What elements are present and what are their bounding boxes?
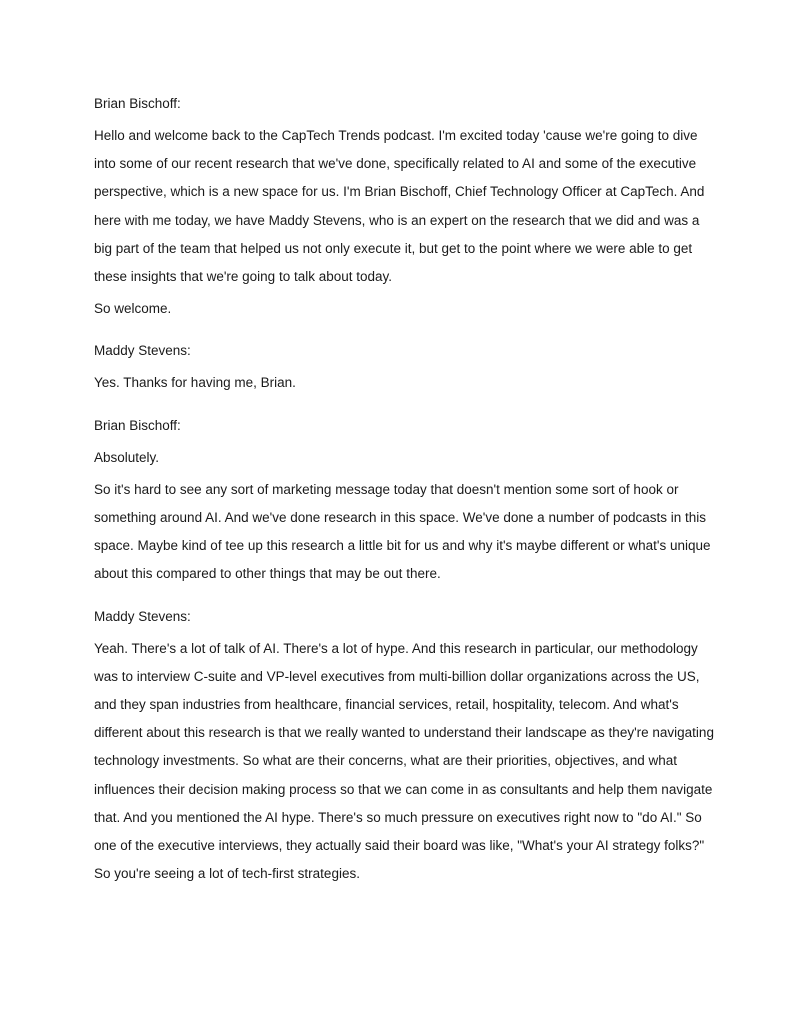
transcript-paragraph: Yeah. There's a lot of talk of AI. There's a lot of hype. And this research in particular, our methodology was to interview C-suite and VP-level executives from multi-billion dollar organizations across the US, and they span industries from healthcare, financial services, retail, hospitality, telecom. And what's different about this research is that we really wanted to understand their landscape as they're navigating technology investments. So what are their concerns, what are their priorities, objectives, and what influences their decision making process so that we can come in as consultants and help them navigate that. And you mentioned the AI hype. There's so much pressure on executives right now to "do AI." So one of the executive interviews, they actually said their board was like, "What's your AI strategy folks?" So you're seeing a lot of tech-first strategies. — [94, 640, 714, 882]
transcript-block — [94, 603, 714, 889]
transcript-block — [94, 412, 714, 589]
transcript-paragraph: Hello and welcome back to the CapTech Trends podcast. I'm excited today 'cause we're going to dive into some of our recent research that we've done, specifically related to AI and some of the executive perspective, which is a new space for us. I'm Brian Bischoff, Chief Technology Officer at CapTech. And here with me today, we have Maddy Stevens, who is an expert on the research that we did and was a big part of the team that helped us not only execute it, but get to the point where we were able to get these insights that we're going to talk about today. — [94, 128, 705, 285]
transcript-block — [94, 90, 714, 323]
speaker-name: Maddy Stevens: — [94, 343, 191, 359]
speaker-name: Brian Bischoff: — [94, 417, 181, 433]
transcript-paragraph: So it's hard to see any sort of marketing message today that doesn't mention some sort of hook or something around AI. And we've done research in this space. We've done a number of podcasts in this space. Maybe kind of tee up this research a little bit for us and why it's maybe different or what's unique about this compared to other things that may be out there. — [94, 481, 711, 582]
transcript-paragraph: Absolutely. — [94, 449, 160, 465]
transcript-paragraph: So welcome. — [94, 301, 172, 317]
transcript-paragraph: Yes. Thanks for having me, Brian. — [94, 375, 296, 391]
speaker-name: Maddy Stevens: — [94, 608, 191, 624]
transcript — [94, 90, 714, 892]
speaker-name: Brian Bischoff: — [94, 96, 181, 111]
transcript-block — [94, 337, 714, 397]
